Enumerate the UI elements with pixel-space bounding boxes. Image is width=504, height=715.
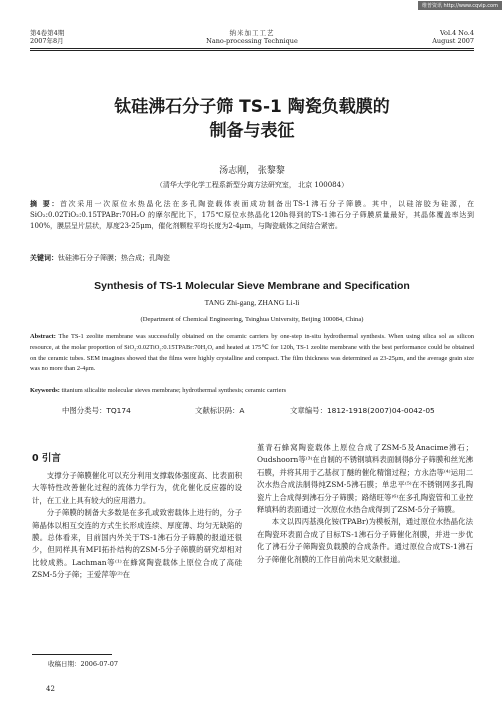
keywords-en-label: Keywords: bbox=[30, 387, 60, 394]
right-column bbox=[257, 442, 473, 566]
title-en: Synthesis of TS-1 Molecular Sieve Membrane and Specification bbox=[94, 280, 410, 292]
left-column bbox=[32, 470, 242, 582]
authors-cn: 汤志刚， 张黎黎 bbox=[219, 166, 285, 176]
affiliation-en: (Department of Chemical Engineering, Tsinghua University, Beijing 100084, China) bbox=[140, 316, 364, 323]
header-rule-thin bbox=[30, 50, 474, 51]
page-number: 42 bbox=[46, 685, 55, 693]
clc-number: 中图分类号：TQ174 bbox=[62, 406, 131, 415]
abstract-cn-label: 摘 要： bbox=[30, 199, 60, 208]
title-cn-line2: 制备与表征 bbox=[209, 121, 295, 141]
section-heading: 0 引言 bbox=[32, 453, 61, 464]
right-paragraph: 本文以四丙基溴化铵(TPABr)为模板剂，通过原位水热晶化法在陶瓷环表面合成了目标TS-1沸石分子筛催化剂膜，并进一步优化了沸石分子筛陶瓷负载膜的合成条件。通过原位合成TS-1沸石分子筛催化剂膜的工作目前尚未见文献报道。 bbox=[257, 517, 473, 564]
keywords-cn-text: 钛硅沸石分子筛膜；热合成；孔陶瓷 bbox=[58, 254, 170, 262]
article-number: 文章编号：1812-1918(2007)04-0042-05 bbox=[290, 406, 435, 415]
footnote-rule bbox=[32, 654, 112, 655]
header-center bbox=[0, 29, 504, 45]
keywords-cn-label: 关键词： bbox=[30, 253, 58, 262]
header-date-cn: 2007年8月 bbox=[30, 37, 64, 45]
received-date: 收稿日期：2006-07-07 bbox=[48, 660, 118, 668]
header-rule bbox=[30, 48, 474, 49]
left-paragraph: 分子筛膜的制备大多数是在多孔或致密载体上进行的，分子筛晶体以相互交连的方式生长形成连续、厚度薄、均匀无缺陷的膜。总体看来，目前国内外关于TS-1沸石分子筛膜的报道还很少，但同样具有MFI拓扑结构的ZSM-5分子筛膜的研究却相对比较成熟。Lachman等⁽¹⁾在蜂窝陶瓷载体上原位合成了高硅ZSM-5分子筛；王爱萍等⁽²⁾在 bbox=[32, 508, 242, 580]
title-cn-line1: 钛硅沸石分子筛 TS-1 陶瓷负载膜的 bbox=[114, 97, 390, 117]
keywords-en-text: titanium silicalite molecular sieves membrane; hydrothermal synthesis; ceramic carriers bbox=[61, 387, 287, 394]
header-journal-en: Nano-processing Technique bbox=[206, 37, 298, 45]
header-journal-cn: 纳米加工工艺 bbox=[229, 29, 275, 37]
left-paragraph: 支撑分子筛膜催化可以充分利用支撑载体强度高、比表面积大等特性改善催化过程的流体力学行为，优化催化反应器的设计，在工业上具有较大的应用潜力。 bbox=[32, 471, 242, 505]
keywords-en bbox=[30, 386, 474, 397]
abstract-cn-text: 首次采用一次原位水热晶化法在多孔陶瓷载体表面成功制备出TS-1沸石分子筛膜。其中，以硅溶胶为硅源，在 SiO₂:0.02TiO₂:0.15TPABr:70H₂O 的摩尔配比下，175℃原位水热晶化120h得到的TS-1沸石分子筛膜质量最好，其晶体覆盖率达到100%，膜层呈片层状，厚度23-25μm，催化剂颗粒平均长度为2-4μm，与陶瓷载体之间结合紧密。 bbox=[30, 200, 474, 231]
keywords-cn bbox=[30, 252, 474, 264]
abstract-en-label: Abstract: bbox=[30, 333, 56, 340]
abstract-en-text: The TS-1 zeolite membrane was successfully obtained on the ceramic carriers by one-step in-situ hydrothermal synthesis. When using silica sol as silicon resource, at the molar proportion of SiO₂:0.02TiO₂:0.15TPABr:70H₂O, and heated at 175℃ for 120h, TS-1 zeolite membrane with the best performance could be obtained on the ceramic tubes. SEM imagines showed that the films were highly crystalline and compact. The film thickness was determined as 23-25μm, and the average grain size was no more than 2-4μm. bbox=[30, 333, 475, 373]
header-volume-en: Vol.4 No.4 bbox=[439, 29, 474, 37]
watermark: 维普资讯 http://www.cqvip.com bbox=[418, 1, 502, 10]
abstract-cn bbox=[30, 198, 474, 233]
header-right bbox=[432, 29, 474, 45]
document-code: 文献标识码：A bbox=[195, 406, 245, 415]
abstract-en bbox=[30, 332, 474, 375]
header-date-en: August 2007 bbox=[432, 37, 474, 45]
authors-en: TANG Zhi-gang, ZHANG Li-li bbox=[204, 298, 300, 307]
header-volume-cn: 第4卷第4期 bbox=[30, 29, 65, 37]
right-paragraph: 堇青石蜂窝陶瓷载体上原位合成了ZSM-5及Anacime沸石；Oudshoorn等⁽³⁾在自制的不锈钢填料表面制得β分子筛膜和丝光沸石膜，并将其用于乙基叔丁醚的催化精馏过程；方永浩等⁽⁴⁾运用二次水热合成法制得纯ZSM-5沸石膜；单忠平⁽⁵⁾在不锈钢网多孔陶瓷片上合成得到沸石分子筛膜；路绪旺等⁽⁶⁾在多孔陶瓷管和工业控释填料的表面通过一次原位水热合成得到了ZSM-5分子筛膜。 bbox=[257, 443, 473, 515]
affiliation-cn: （清华大学化学工程系新型分离方法研究室， 北京 100084） bbox=[155, 181, 349, 189]
